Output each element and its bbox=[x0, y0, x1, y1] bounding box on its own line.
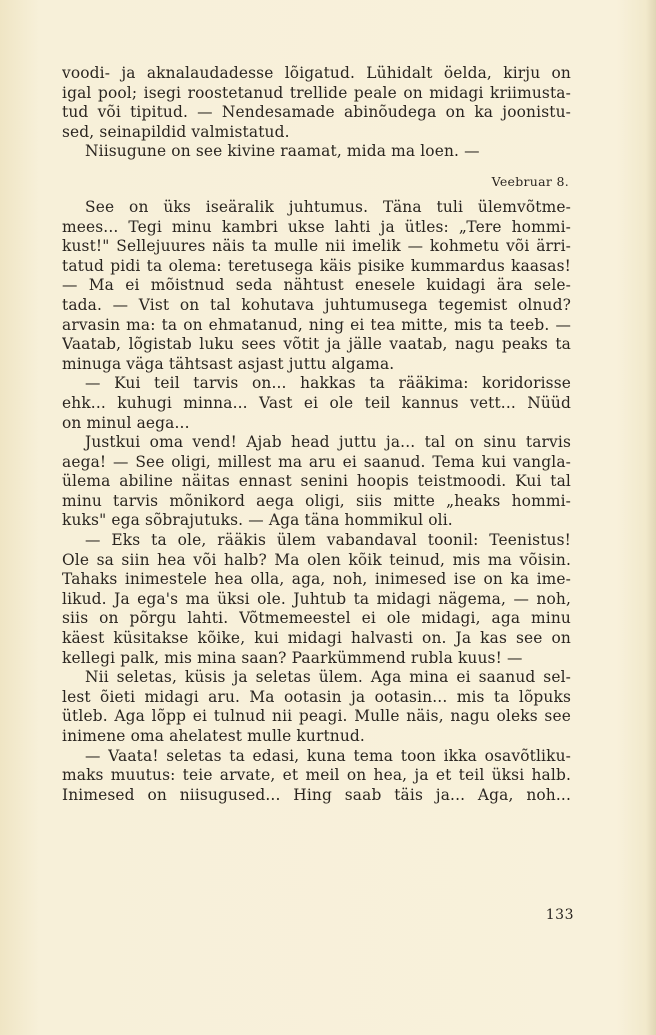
text-line: — Ma ei mõistnud seda nähtust enesele kuidagi ära sele- bbox=[62, 276, 571, 295]
text-line: maks muutus: teie arvate, et meil on hea, ja et teil üksi halb. bbox=[62, 766, 571, 785]
page-text-body bbox=[62, 64, 571, 805]
text-line: ütleb. Aga lõpp ei tulnud nii peagi. Mulle näis, nagu oleks see bbox=[62, 707, 571, 726]
text-line: kellegi palk, mis mina saan? Paarkümmend rubla kuus! — bbox=[62, 648, 523, 667]
text-line: on minul aega... bbox=[62, 413, 190, 432]
text-line: — Eks ta ole, rääkis ülem vabandaval toonil: Teenistus! bbox=[85, 531, 571, 550]
text-line: minu tarvis mõnikord aega oligi, siis mitte „heaks hommi- bbox=[62, 491, 571, 510]
text-line: tud või tipitud. — Nendesamade abinõudega on ka joonistu- bbox=[62, 103, 571, 122]
text-line: Vaatab, lõgistab luku sees võtit ja jälle vaatab, nagu peaks ta bbox=[62, 335, 571, 354]
text-line: sed, seinapildid valmistatud. bbox=[62, 122, 290, 141]
text-line: inimene oma ahelatest mulle kurtnud. bbox=[62, 727, 365, 745]
text-line: ülema abiline näitas ennast senini hoopis teistmoodi. Kui tal bbox=[62, 472, 571, 491]
text-line: ehk... kuhugi minna... Vast ei ole teil kannus vett... Nüüd bbox=[62, 393, 571, 412]
text-line: Tahaks inimestele hea olla, aga, noh, inimesed ise on ka ime- bbox=[62, 570, 571, 589]
text-line: arvasin ma: ta on ehmatanud, ning ei tea mitte, mis ta teeb. — bbox=[62, 315, 571, 334]
text-line: tada. — Vist on tal kohutava juhtumusega tegemist olnud? bbox=[62, 295, 571, 314]
text-line: See on üks iseäralik juhtumus. Täna tuli ülemvõtme- bbox=[85, 197, 571, 216]
text-line: siis on põrgu lahti. Võtmemeestel ei ole midagi, aga minu bbox=[62, 609, 571, 628]
page-number: 133 bbox=[545, 907, 574, 923]
diary-date-heading: Veebruar 8. bbox=[491, 173, 569, 189]
text-line: tatud pidi ta olema: teretusega käis pisike kummardus kaasas! bbox=[62, 256, 571, 275]
text-line: aega! — See oligi, millest ma aru ei saanud. Tema kui vangla- bbox=[62, 452, 571, 471]
text-line: — Kui teil tarvis on... hakkas ta rääkima: koridorisse bbox=[85, 374, 571, 393]
text-line: käest küsitakse kõike, kui midagi halvasti on. Ja kas see on bbox=[62, 629, 571, 648]
diary-entry-paragraphs bbox=[62, 198, 571, 805]
text-line: likud. Ja ega's ma üksi ole. Juhtub ta midagi nägema, — noh, bbox=[62, 589, 571, 608]
text-line: — Vaata! seletas ta edasi, kuna tema toon ikka osavõtliku- bbox=[85, 746, 571, 765]
text-line: minuga väga tähtsast asjast juttu algama. bbox=[62, 354, 395, 373]
text-line: Niisugune on see kivine raamat, mida ma loen. — bbox=[85, 142, 480, 161]
text-line: igal pool; isegi roostetanud trellide peale on midagi kriimusta- bbox=[62, 83, 571, 102]
text-line: lest õieti midagi aru. Ma ootasin ja ootasin... mis ta lõpuks bbox=[62, 687, 571, 706]
opening-paragraphs bbox=[62, 64, 571, 162]
text-line: mees... Tegi minu kambri ukse lahti ja ütles: „Tere hommi- bbox=[62, 217, 571, 236]
text-line: kust!" Sellejuures näis ta mulle nii imelik — kohmetu või ärri- bbox=[62, 237, 571, 256]
text-line: Inimesed on niisugused... Hing saab täis ja... Aga, noh... bbox=[62, 785, 571, 804]
text-line: Nii seletas, küsis ja seletas ülem. Aga mina ei saanud sel- bbox=[85, 668, 571, 687]
text-line: Ole sa siin hea või halb? Ma olen kõik teinud, mis ma võisin. bbox=[62, 550, 571, 569]
text-line: voodi- ja aknalaudadesse lõigatud. Lühidalt öelda, kirju on bbox=[62, 64, 571, 82]
text-line: kuks" ega sõbrajutuks. — Aga täna hommikul oli. bbox=[62, 511, 453, 530]
text-line: Justkui oma vend! Ajab head juttu ja... tal on sinu tarvis bbox=[85, 433, 571, 452]
